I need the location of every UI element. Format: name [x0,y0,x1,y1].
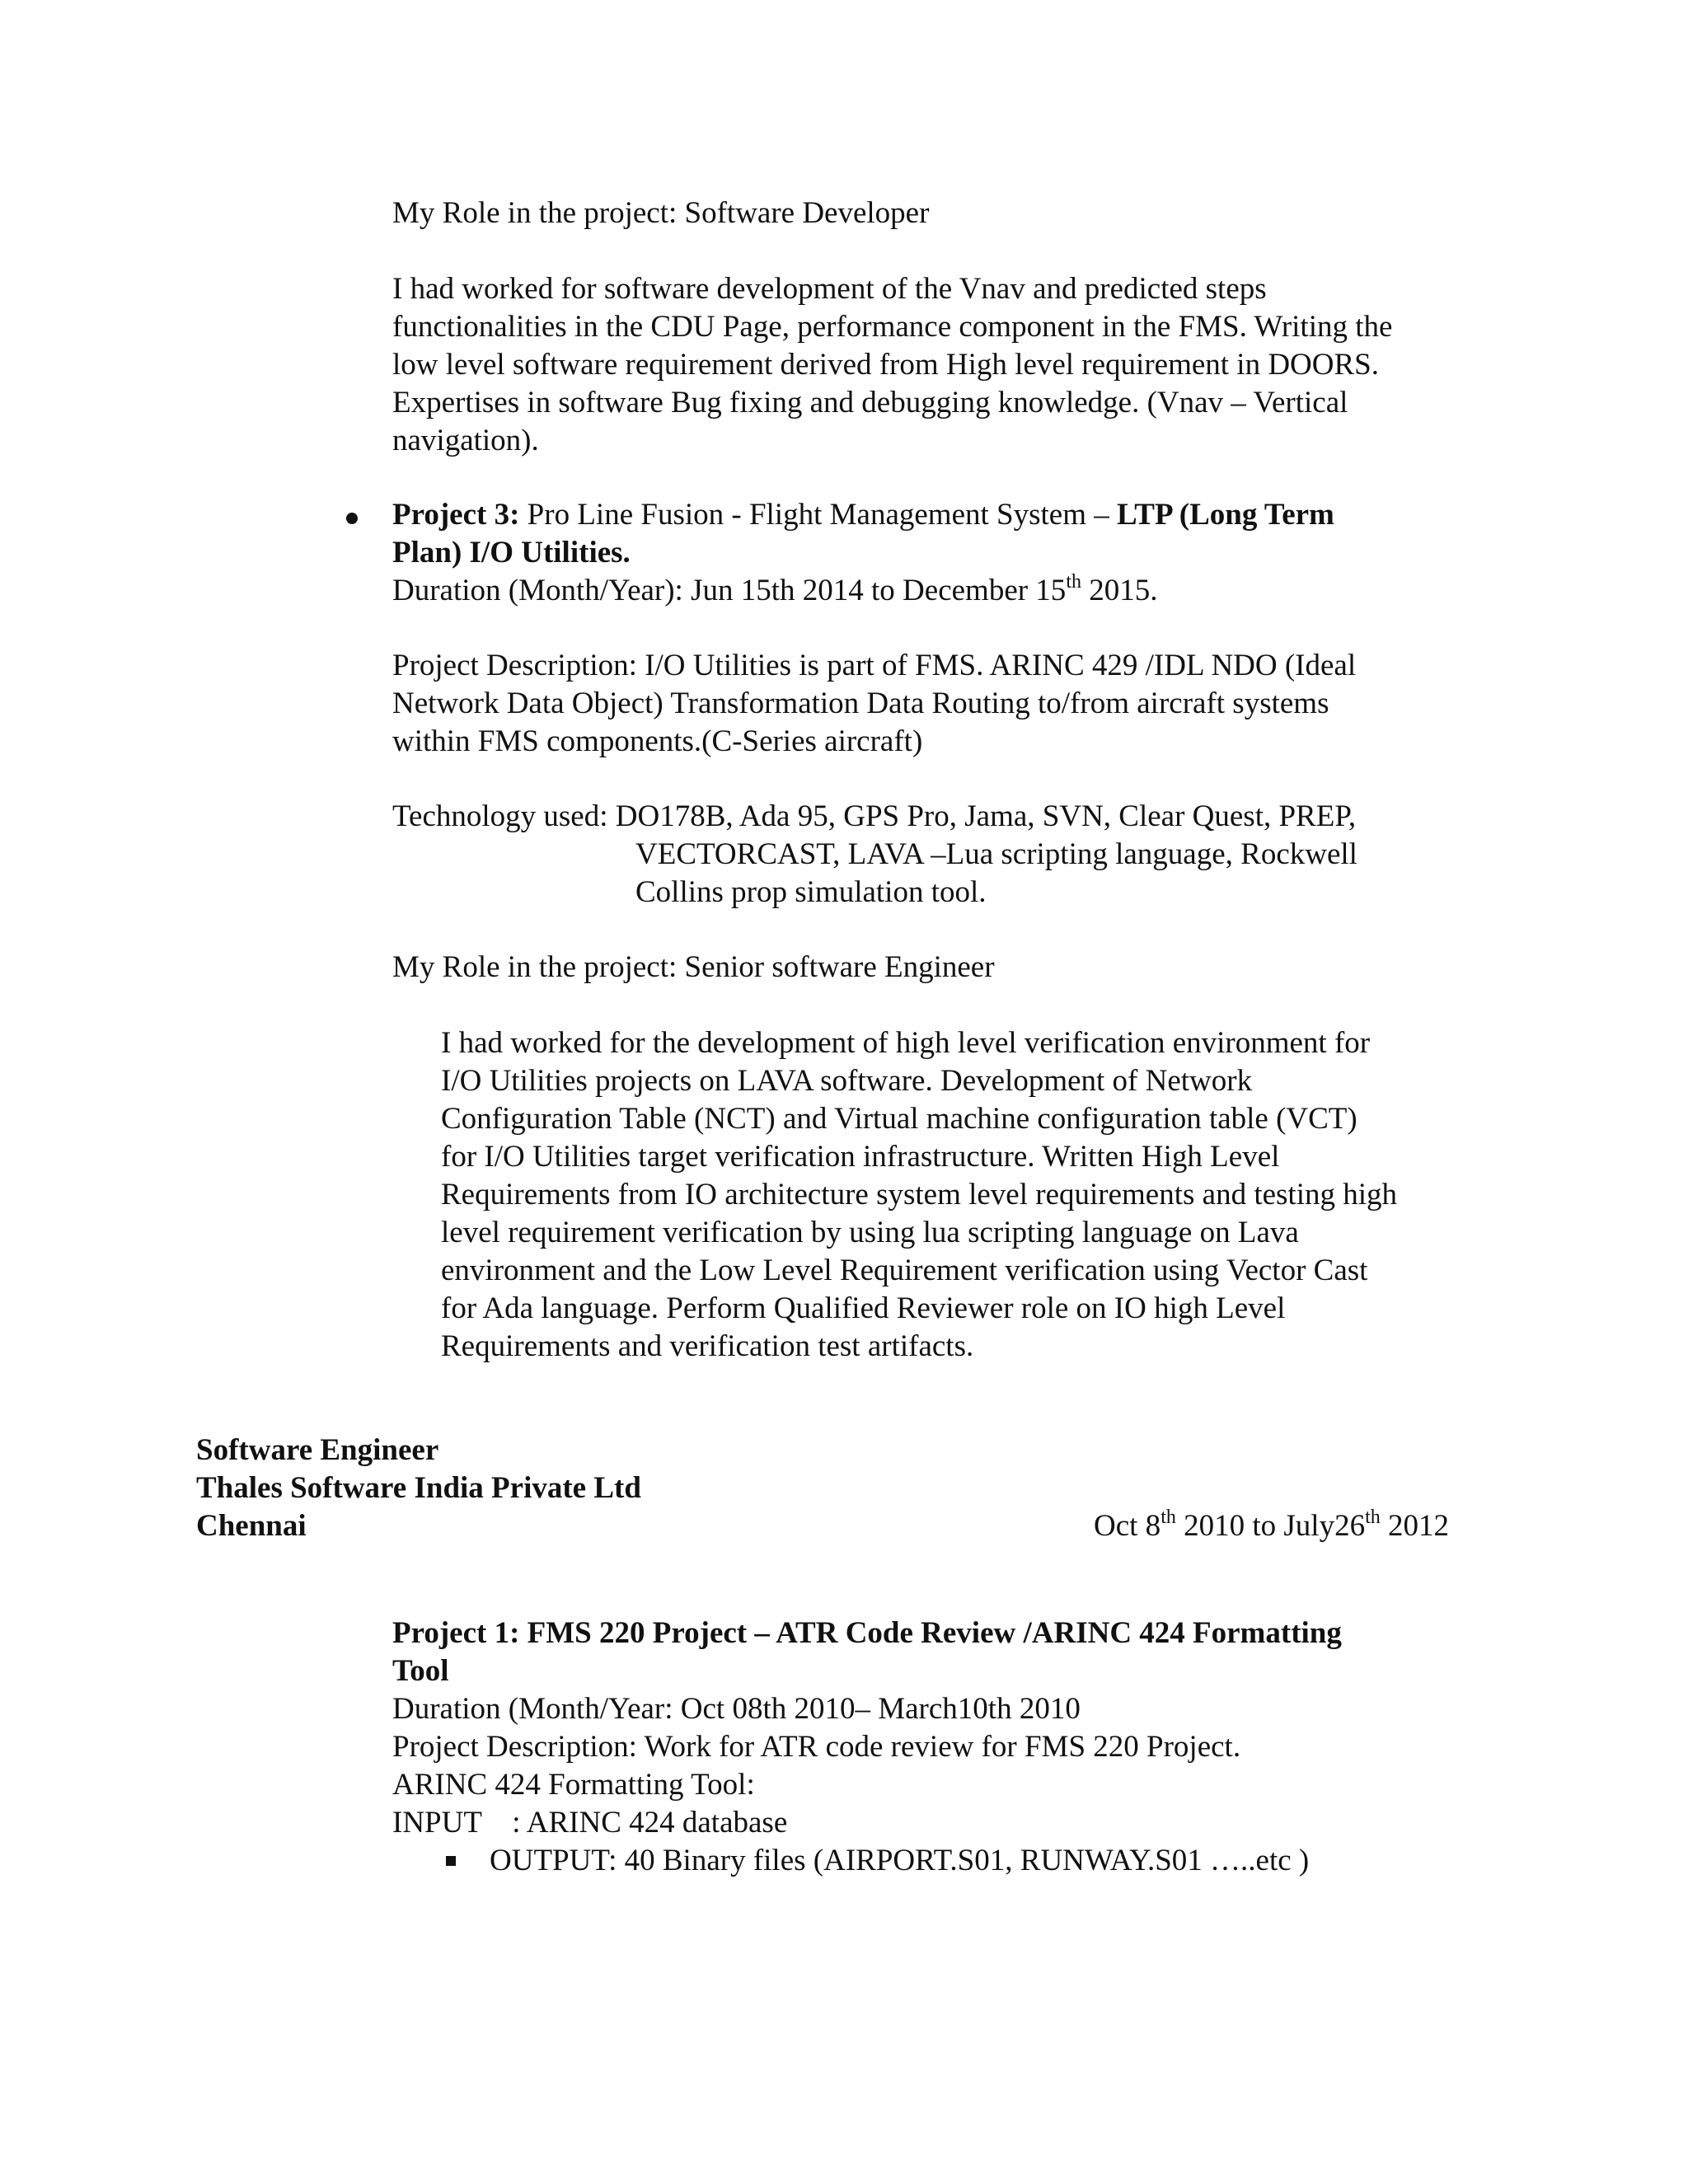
project1-duration: Duration (Month/Year: Oct 08th 2010– March10th 2010 [392,1692,1081,1726]
project3-role [392,949,995,987]
p2-work-line: low level software requirement derived from High level requirement in DOORS. [392,348,1380,382]
project3-title: Pro Line Fusion - Flight Management System – [519,498,1117,532]
work-line: Requirements from IO architecture system level requirements and testing high [441,1178,1398,1212]
employer-block [196,1432,641,1545]
project1-output-text: OUTPUT: 40 Binary files (AIRPORT.S01, RUNWAY.S01 …..etc ) [490,1844,1310,1877]
p2-work-paragraph [392,270,1392,460]
technology-label: Technology used: [392,799,616,833]
description-line: within FMS components.(C-Series aircraft) [392,724,923,758]
work-line: for Ada language. Perform Qualified Reviewer role on IO high Level [441,1291,1286,1325]
project1-title-line2: Tool [392,1654,449,1688]
project3-role-text: My Role in the project: Senior software Engineer [392,950,995,984]
project1-title: Project 1: FMS 220 Project – ATR Code Review /ARINC 424 Formatting [392,1616,1342,1650]
work-line: I/O Utilities projects on LAVA software. Development of Network [441,1064,1253,1098]
project1-output [490,1842,1309,1880]
description-line: Network Data Object) Transformation Data Routing to/from aircraft systems [392,687,1329,720]
project3-title-bold: LTP (Long Term [1116,498,1334,532]
position-title: Software Engineer [196,1433,439,1467]
work-line: Requirements and verification test artifacts. [441,1329,974,1363]
p2-work-line: I had worked for software development of the Vnav and predicted steps [392,272,1267,306]
p2-work-line: functionalities in the CDU Page, performance component in the FMS. Writing the [392,310,1393,344]
work-line: I had worked for the development of high level verification environment for [441,1026,1371,1060]
p2-work-line: navigation). [392,424,539,457]
project3-duration: Duration (Month/Year): Jun 15th 2014 to December 15th 2015. [392,570,1158,607]
work-line: Configuration Table (NCT) and Virtual machine configuration table (VCT) [441,1102,1357,1136]
project3-work-paragraph [441,1024,1397,1366]
project1-block [392,1615,1342,1842]
square-bullet-icon [446,1856,456,1866]
p2-role [392,194,929,232]
p2-work-line: Expertises in software Bug fixing and debugging knowledge. (Vnav – Vertical [392,386,1348,419]
project1-description: Project Description: Work for ATR code review for FMS 220 Project. [392,1730,1241,1764]
bullet-icon [346,513,358,524]
project3-label: Project 3: [392,498,520,532]
project1-input: INPUT : ARINC 424 database [392,1806,788,1840]
project3-description [392,647,1356,761]
work-line: level requirement verification by using lua scripting language on Lava [441,1216,1299,1249]
project3-technology [392,798,1357,912]
work-line: environment and the Low Level Requirement verification using Vector Cast [441,1254,1368,1287]
description-line: Project Description: I/O Utilities is part of FMS. ARINC 429 /IDL NDO (Ideal [392,649,1357,682]
technology-line: DO178B, Ada 95, GPS Pro, Jama, SVN, Clear Quest, PREP, [615,799,1357,833]
project1-tool: ARINC 424 Formatting Tool: [392,1768,755,1802]
employment-dates: Oct 8th 2010 to July26th 2012 [1094,1506,1449,1543]
technology-line: VECTORCAST, LAVA –Lua scripting language, Rockwell [635,837,1357,871]
work-line: for I/O Utilities target verification infrastructure. Written High Level [441,1140,1280,1174]
technology-line: Collins prop simulation tool. [635,875,987,909]
p2-role-text: My Role in the project: Software Developer [392,196,930,230]
company-city: Chennai [196,1509,307,1543]
project3-heading [392,496,1334,610]
project3-title-line2: Plan) I/O Utilities. [392,536,631,569]
company-name: Thales Software India Private Ltd [196,1471,641,1505]
